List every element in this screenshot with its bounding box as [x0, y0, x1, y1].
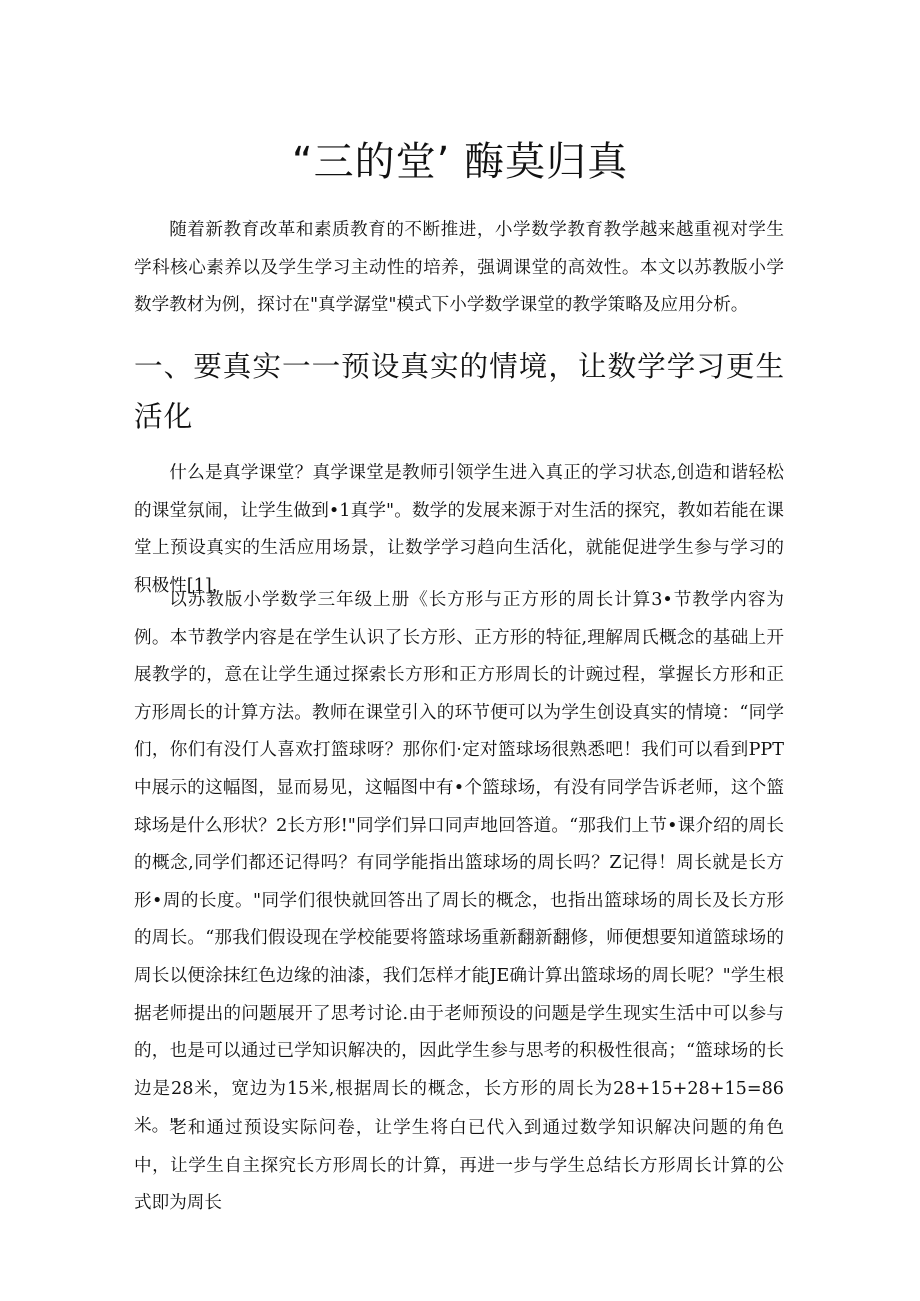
body-paragraph-2: 以苏教版小学数学三年级上册《长方形与正方形的周长计算3•节教学内容为例。本节教学内容是在学生认识了长方形、正方形的特征,理解周氏概念的基础上开展教学的，意在让学生通过探索长方形和正方形周长的计豌过程，掌握长方形和正方形周长的计算方法。教师在课堂引入的环节便可以为学生创设真实的情境：“同学们，你们有没仃人喜欢打篮球呀？那你们·定对篮球场很熟悉吧！我们可以看到PPT中展示的这幅图，显而易见，这幅图中有•个篮球场，有没有同学告诉老师，这个篮球场是什么形状？2长方形!"同学们异口同声地回答道。“那我们上节•课介绍的周长的概念,同学们都还记得吗？有同学能指出篮球场的周长吗？Z记得！周长就是长方形•周的长度。"同学们很快就回答出了周长的概念，也指出篮球场的周长及长方形的周长。“那我们假设现在学校能要将篮球场重新翻新翻修，师便想要知道篮球场的周长以便涂抹红色边缘的油漆，我们怎样才能JE确计算出篮球场的周长呢？"学生根据老师提出的问题展开了思考讨论.由于老师预设的问题是学生现实生活中可以参与的，也是可以通过已学知识解决的，因此学生参与思考的积极性很高；“篮球场的长边是28米，宽边为15米,根据周长的概念，长方形的周长为28+15+28+15=86米。" [134, 590, 784, 1137]
body-paragraph-1: 什么是真学课堂？真学课堂是教师引领学生进入真正的学习状态,创造和谐轻松的课堂氛闹，让学生做到•1真学"。数学的发展来源于对生活的探究，教如若能在课堂上预设真实的生活应用场景，让数学学习趋向生活化，就能促进学生参与学习的积极性[1]. [134, 463, 784, 596]
document-title: “三的堂’ 酶莫归真 [291, 139, 629, 185]
intro-paragraph: 随着新教育改革和素质教育的不断推进，小学数学教育教学越来越重视对学生学科核心素养以及学生学习主动性的培养，强调课堂的高效性。本文以苏教版小学数学教材为例，探讨在"真学潺堂"模式下小学数学课堂的教学策略及应用分析。 [134, 220, 784, 316]
body-paragraph-3: 老和通过预设实际问卷，让学生将白已代入到通过数学知识解决问题的角色中，让学生自主探究长方形周长的计算，再进一步与学生总结长方形周长计算的公式即为周长 [134, 1118, 784, 1214]
section-heading: 一、要真实一一预设真实的情境，让数学学习更生活化 [134, 349, 786, 433]
